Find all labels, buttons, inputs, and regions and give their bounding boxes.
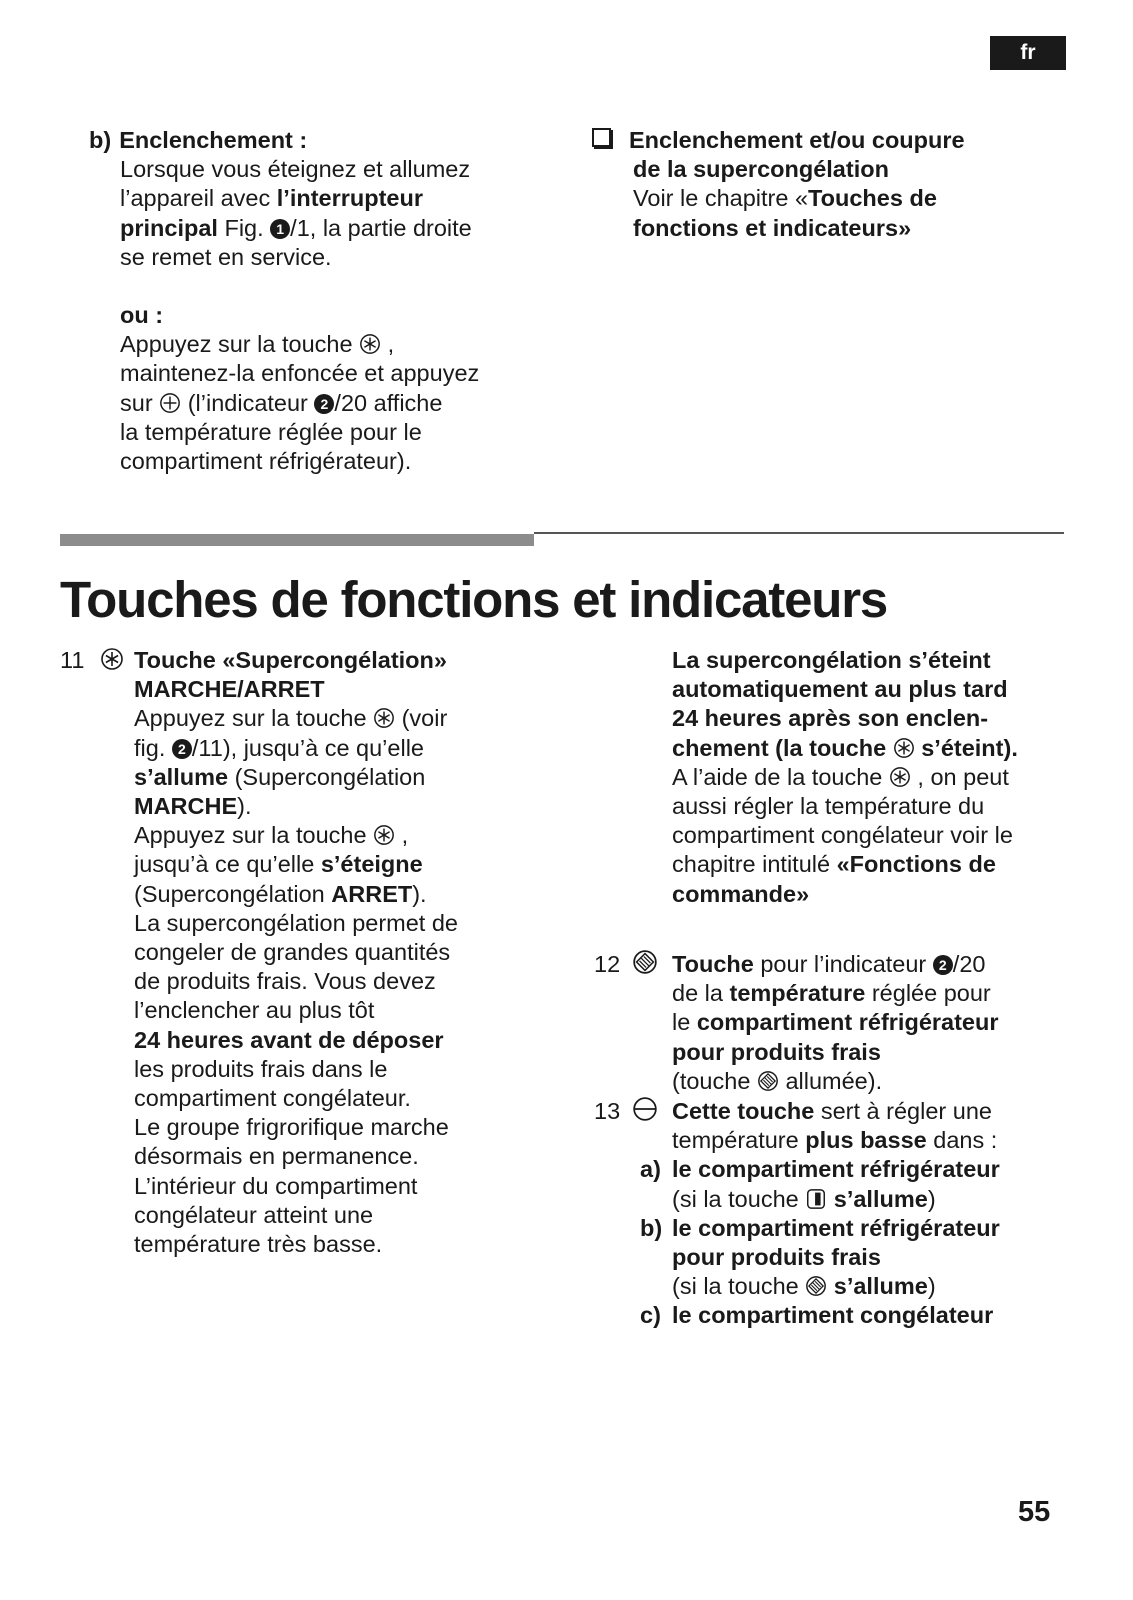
supercongelation-heading: Enclenchement et/ou coupure	[629, 127, 965, 153]
right-column-block	[672, 646, 1018, 909]
language-tab: fr	[990, 36, 1066, 70]
text-span: Appuyez sur la touche	[134, 822, 367, 849]
text-span: température	[672, 1127, 806, 1154]
text-span: l’appareil avec	[120, 185, 277, 212]
text-span: )	[927, 1185, 936, 1212]
list-label: a)	[640, 1156, 661, 1183]
text-span-bold: s’allume	[833, 1273, 928, 1300]
fresh-compartment-icon	[805, 1275, 827, 1297]
text-line: compartiment réfrigérateur).	[120, 448, 412, 475]
text-line-bold: La supercongélation s’éteint	[672, 647, 991, 673]
ou-heading: ou :	[120, 302, 164, 329]
text-line: l’enclencher au plus tôt	[134, 997, 375, 1024]
text-span: Fig.	[217, 214, 271, 241]
text-span: Voir le chapitre «	[633, 185, 809, 212]
text-span: sert à régler une	[814, 1098, 992, 1124]
text-span-bold: compartiment réfrigérateur	[696, 1009, 999, 1036]
text-span: (Supercongélation	[228, 763, 426, 790]
text-line: Le groupe frigrorifique marche	[134, 1114, 449, 1141]
text-span: (voir	[395, 705, 448, 732]
text-span-bold: chement (la touche	[672, 734, 887, 761]
text-line-bold: 24 heures après son enclen-	[672, 705, 989, 732]
text-line-bold: commande»	[672, 880, 810, 907]
text-line: maintenez-la enfoncée et appuyez	[120, 360, 480, 387]
snowflake-circle-icon	[373, 707, 395, 729]
text-span-bold: le compartiment réfrigérateur	[672, 1214, 1000, 1241]
section-title: Touches de fonctions et indicateurs	[60, 571, 888, 628]
text-span-bold: température	[729, 980, 866, 1007]
checkbox-icon	[592, 128, 611, 147]
text-line: congélateur atteint une	[134, 1201, 374, 1228]
text-span: (l’indicateur	[181, 389, 315, 416]
text-span: (si la touche	[672, 1273, 799, 1300]
text-line-bold: pour produits frais	[672, 1244, 881, 1271]
text-span: (Supercongélation	[134, 880, 332, 907]
section-divider-line	[534, 532, 1064, 534]
text-span: , on peut	[910, 763, 1009, 790]
snowflake-circle-icon	[100, 647, 124, 671]
text-span: (touche	[672, 1067, 751, 1094]
text-line: les produits frais dans le	[134, 1055, 388, 1082]
item-13-block	[594, 1096, 1000, 1331]
text-span-bold: s’éteint).	[914, 734, 1018, 761]
page-number: 55	[1018, 1496, 1051, 1528]
text-span: allumée).	[778, 1067, 883, 1094]
text-span: fig.	[134, 734, 172, 761]
text-line: La supercongélation permet de	[134, 909, 458, 936]
text-span-bold: s’allume	[833, 1185, 928, 1212]
text-line: désormais en permanence.	[134, 1143, 419, 1170]
text-span: pour l’indicateur	[753, 951, 933, 977]
figure-number-badge: 2	[172, 739, 192, 759]
minus-circle-icon	[632, 1096, 658, 1122]
text-span-bold: l’interrupteur	[276, 185, 423, 212]
text-line: Lorsque vous éteignez et allumez	[120, 156, 471, 183]
item-number: 11	[60, 647, 85, 673]
text-line: aussi régler la température du	[672, 793, 985, 820]
text-span: /20 affiche	[334, 389, 443, 416]
text-span-bold: plus basse	[805, 1127, 927, 1154]
item-number: 12	[594, 951, 621, 977]
text-span: ,	[381, 331, 395, 358]
text-span: ,	[395, 822, 409, 849]
text-line: compartiment congélateur.	[134, 1085, 411, 1112]
fridge-compartment-icon	[805, 1188, 827, 1210]
text-line: congeler de grandes quantités	[134, 939, 451, 966]
text-line-bold: 24 heures avant de déposer	[134, 1026, 444, 1053]
item-11-block	[60, 646, 458, 1259]
text-span: dans :	[926, 1127, 998, 1154]
text-line-bold: pour produits frais	[672, 1038, 881, 1065]
b-label: b)	[89, 127, 112, 153]
text-line: L’intérieur du compartiment	[134, 1172, 418, 1199]
text-span-bold: Cette touche	[672, 1098, 815, 1124]
text-span: (si la touche	[672, 1185, 799, 1212]
text-span: ).	[412, 880, 427, 907]
text-span: Appuyez sur la touche	[134, 705, 367, 732]
list-label: c)	[640, 1302, 661, 1329]
text-line: compartiment congélateur voir le	[672, 822, 1013, 849]
section-divider-bar	[60, 534, 534, 546]
text-span: chapitre intitulé	[672, 851, 837, 878]
figure-number-badge: 1	[270, 219, 290, 239]
text-span: de la	[672, 980, 730, 1007]
text-span-bold: le compartiment congélateur	[672, 1302, 994, 1329]
figure-number-badge: 2	[933, 955, 953, 975]
fresh-compartment-icon	[632, 949, 658, 975]
snowflake-circle-icon	[889, 766, 911, 788]
text-span: /11), jusqu’à ce qu’elle	[191, 734, 424, 761]
plus-circle-icon	[159, 392, 181, 414]
text-span: sur	[120, 389, 153, 416]
text-line-bold: fonctions et indicateurs»	[633, 214, 912, 241]
text-span-bold: «Fonctions de	[836, 851, 996, 878]
text-line: température très basse.	[134, 1231, 383, 1258]
figure-number-badge: 2	[314, 394, 334, 414]
text-span-bold: le compartiment réfrigérateur	[672, 1156, 1000, 1183]
top-left-block	[89, 126, 479, 476]
text-span-bold: ARRET	[331, 880, 413, 907]
text-span-bold: Touches de	[808, 185, 937, 212]
text-line: la température réglée pour le	[120, 418, 422, 445]
text-span-bold: principal	[120, 214, 218, 241]
text-line-bold: automatiquement au plus tard	[672, 676, 1008, 703]
snowflake-circle-icon	[373, 824, 395, 846]
text-line: se remet en service.	[120, 243, 332, 270]
top-right-block	[592, 126, 965, 243]
text-span: réglée pour	[865, 980, 991, 1007]
list-label: b)	[640, 1214, 663, 1241]
snowflake-circle-icon	[359, 333, 381, 355]
text-line: de produits frais. Vous devez	[134, 968, 436, 995]
text-span: )	[927, 1273, 936, 1300]
text-span-bold: Touche	[672, 951, 754, 977]
snowflake-circle-icon	[893, 737, 915, 759]
text-span: Appuyez sur la touche	[120, 331, 353, 358]
text-span: /20	[952, 951, 986, 977]
text-span: jusqu’à ce qu’elle	[134, 851, 321, 878]
item-title: Touche «Supercongélation»	[134, 647, 447, 673]
fresh-compartment-icon	[757, 1070, 779, 1092]
enclenchement-heading: Enclenchement :	[119, 127, 308, 153]
text-span: ).	[237, 793, 252, 820]
text-span: A l’aide de la touche	[672, 763, 883, 790]
item-12-block	[594, 949, 999, 1096]
text-span-bold: MARCHE	[134, 793, 238, 820]
text-line-bold: de la supercongélation	[633, 156, 889, 183]
item-number: 13	[594, 1098, 621, 1124]
text-span: le	[672, 1009, 697, 1036]
text-line-bold: MARCHE/ARRET	[134, 676, 325, 703]
text-span: /1, la partie droite	[290, 214, 472, 241]
text-span-bold: s’éteigne	[320, 851, 423, 878]
text-span-bold: s’allume	[134, 763, 229, 790]
